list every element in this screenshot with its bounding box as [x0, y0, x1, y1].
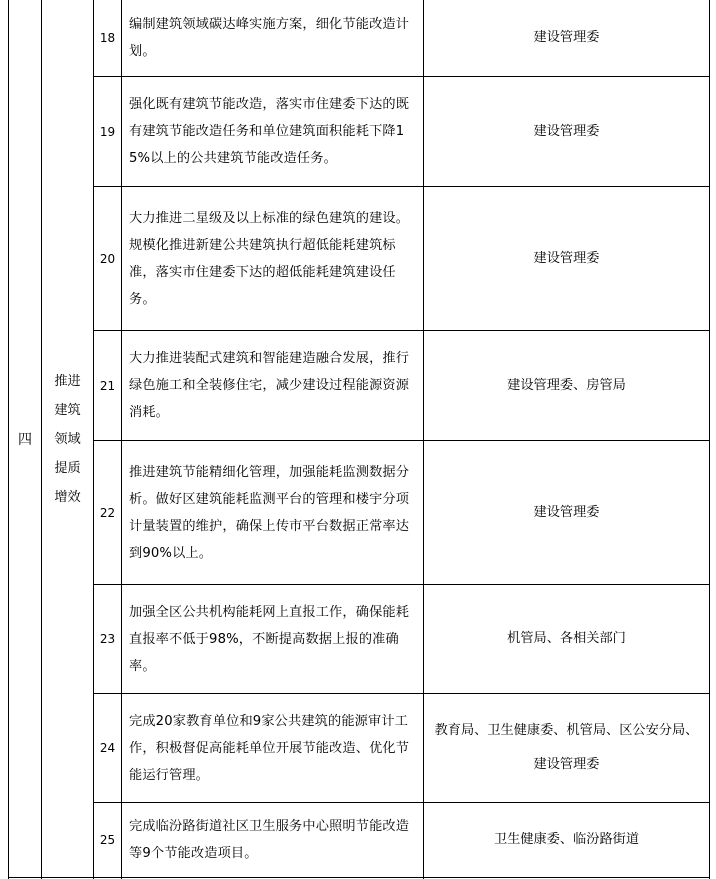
responsible-department: 建设管理委、房管局	[507, 377, 626, 393]
task-table	[8, 0, 710, 879]
task-description: 完成20家教育单位和9家公共建筑的能源审计工作，积极督促高能耗单位开展节能改造、优化节能运行管理。	[129, 713, 410, 783]
section-title-line: 领域	[54, 432, 81, 447]
table-border-bottom	[8, 877, 710, 878]
row-number: 19	[99, 124, 116, 139]
row-number: 22	[99, 505, 116, 520]
section-title	[42, 0, 93, 877]
section-title-lines	[54, 367, 80, 512]
task-description: 编制建筑领域碳达峰实施方案，细化节能改造计划。	[129, 17, 410, 59]
responsible-department: 建设管理委	[533, 30, 600, 45]
section-title-line: 推进	[54, 374, 81, 389]
row-number: 21	[99, 378, 116, 393]
section-title-line: 提质	[54, 461, 81, 476]
row-number: 20	[99, 251, 116, 266]
task-description: 大力推进装配式建筑和智能建造融合发展，推行绿色施工和全装修住宅，减少建设过程能源资源消耗。	[129, 351, 410, 420]
responsible-department: 建设管理委	[533, 504, 600, 520]
responsible-department: 卫生健康委、临汾路街道	[493, 832, 640, 847]
task-description: 推进建筑节能精细化管理，加强能耗监测数据分析。做好区建筑能耗监测平台的管理和楼宇分项计量装置的维护，确保上传市平台数据正常率达到90%以上。	[129, 464, 410, 561]
responsible-department: 建设管理委	[533, 123, 600, 139]
row-number: 25	[99, 833, 116, 847]
row-number: 24	[99, 741, 116, 755]
responsible-department: 教育局、卫生健康委、机管局、区公安分局、建设管理委	[434, 723, 699, 772]
section-title-line: 增效	[54, 490, 81, 505]
section-title-line: 建筑	[54, 403, 81, 418]
task-description: 强化既有建筑节能改造，落实市住建委下达的既有建筑节能改造任务和单位建筑面积能耗下降15%以上的公共建筑节能改造任务。	[129, 97, 410, 166]
task-description: 完成临汾路街道社区卫生服务中心照明节能改造等9个节能改造项目。	[129, 819, 410, 861]
section-number	[9, 0, 41, 877]
row-number: 23	[99, 632, 116, 646]
section-number-text: 四	[18, 431, 32, 448]
task-description: 加强全区公共机构能耗网上直报工作，确保能耗直报率不低于98%，不断提高数据上报的准确率。	[129, 604, 410, 674]
responsible-department: 建设管理委	[533, 250, 600, 266]
task-description: 大力推进二星级及以上标准的绿色建筑的建设。规模化推进新建公共建筑执行超低能耗建筑标准，落实市住建委下达的超低能耗建筑建设任务。	[129, 210, 410, 307]
responsible-department: 机管局、各相关部门	[507, 631, 626, 646]
row-number: 18	[99, 31, 116, 45]
